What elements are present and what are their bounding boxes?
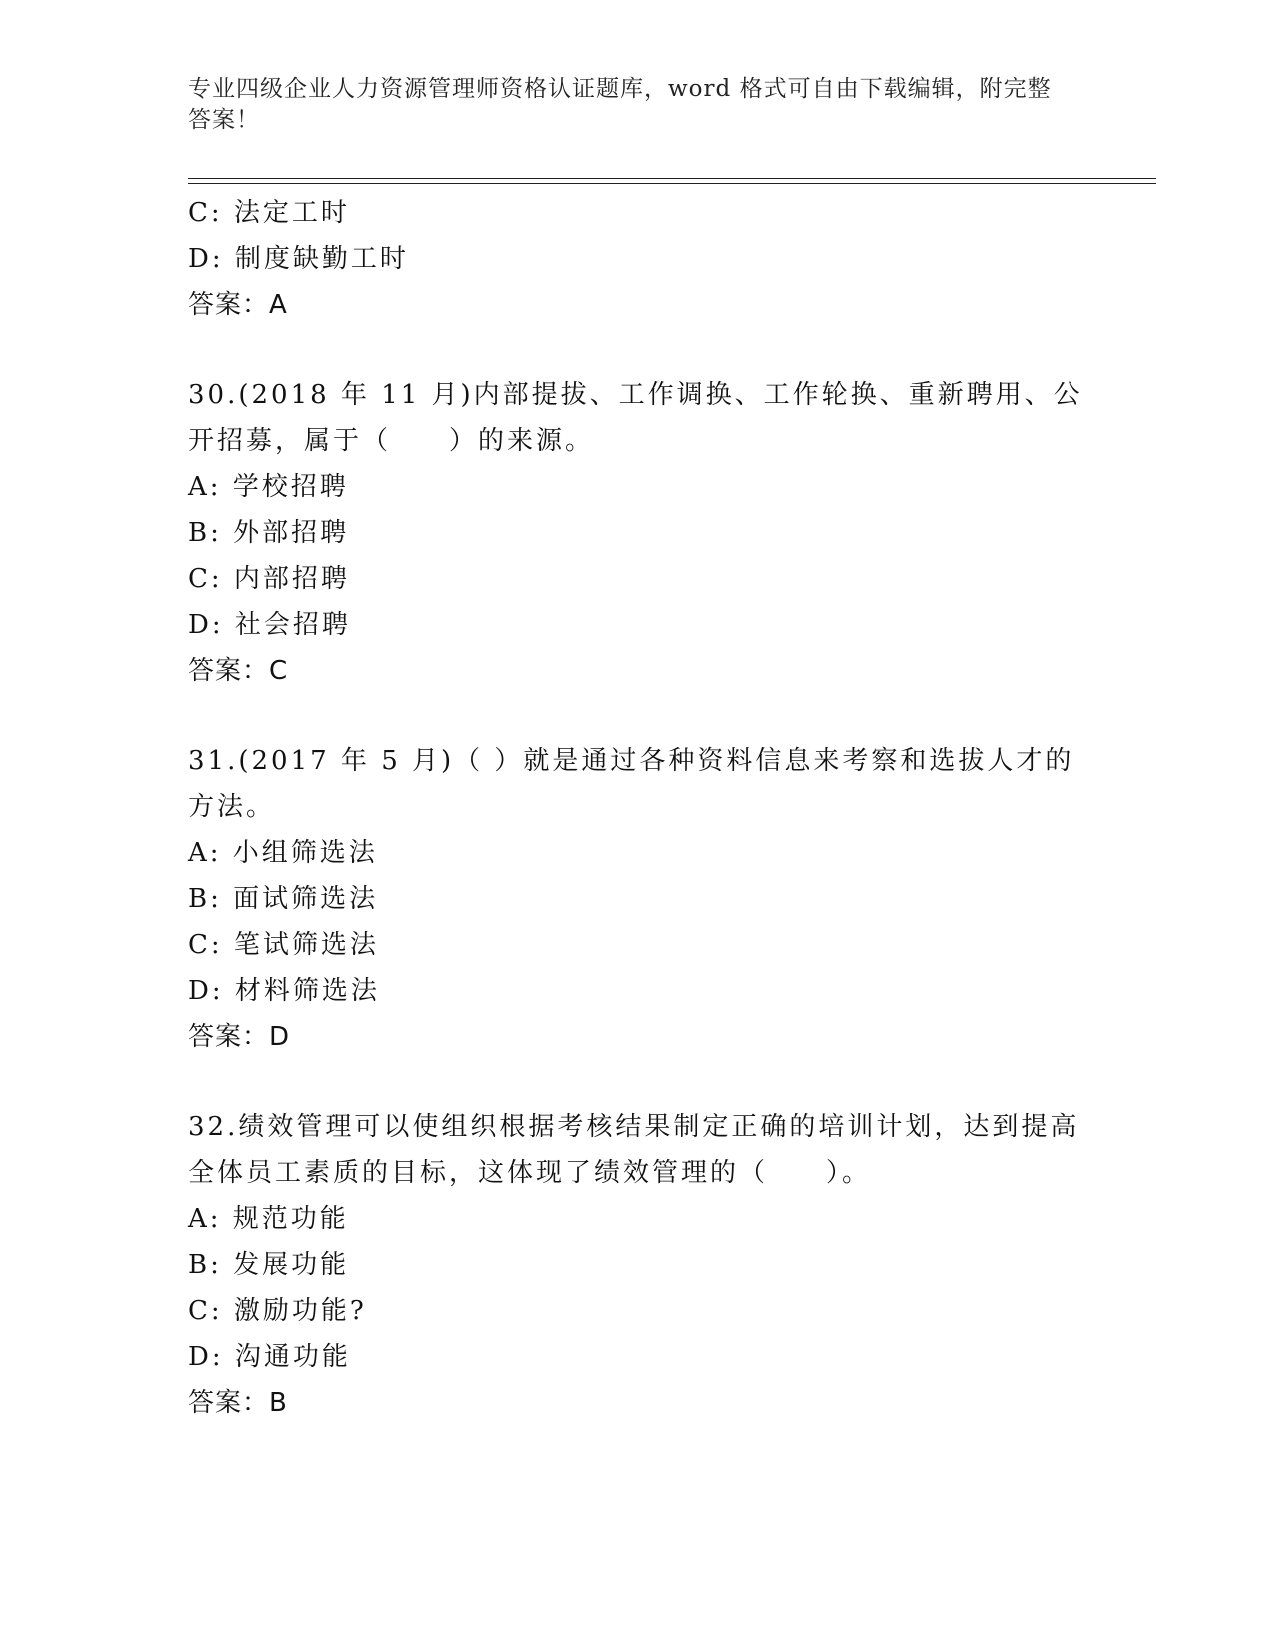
question-29-tail [188, 190, 1088, 328]
option-d: D: 材料筛选法 [188, 976, 380, 1006]
option-d: D: 制度缺勤工时 [188, 244, 409, 274]
option-a: A: 小组筛选法 [188, 838, 378, 868]
question-32 [188, 1104, 1088, 1426]
header-rule-bottom [188, 183, 1156, 184]
option-d: D: 社会招聘 [188, 610, 351, 640]
option-d: D: 沟通功能 [188, 1342, 351, 1372]
answer: 答案：C [188, 656, 289, 686]
header-rule-top [188, 178, 1156, 179]
option-c: C: 笔试筛选法 [188, 930, 379, 960]
question-30 [188, 372, 1088, 694]
option-b: B: 面试筛选法 [188, 884, 379, 914]
option-c: C: 激励功能? [188, 1296, 367, 1326]
question-31 [188, 738, 1088, 1060]
option-a: A: 学校招聘 [188, 472, 349, 502]
spacer [188, 694, 1088, 738]
option-c: C: 法定工时 [188, 198, 350, 228]
spacer [188, 1060, 1088, 1104]
answer: 答案：A [188, 290, 288, 320]
answer: 答案：B [188, 1388, 288, 1418]
spacer [188, 328, 1088, 372]
option-c: C: 内部招聘 [188, 564, 350, 594]
option-a: A: 规范功能 [188, 1204, 349, 1234]
question-stem: 32.绩效管理可以使组织根据考核结果制定正确的培训计划，达到提高全体员工素质的目标，这体现了绩效管理的（ ）。 [188, 1112, 1080, 1188]
option-b: B: 发展功能 [188, 1250, 350, 1280]
answer: 答案：D [188, 1022, 291, 1052]
question-content [188, 190, 1088, 1426]
question-stem: 30.(2018 年 11 月)内部提拔、工作调换、工作轮换、重新聘用、公开招募，属于（ ）的来源。 [188, 380, 1083, 456]
page-header: 专业四级企业人力资源管理师资格认证题库，word 格式可自由下载编辑，附完整答案！ [188, 76, 1052, 133]
question-stem: 31.(2017 年 5 月)（ ）就是通过各种资料信息来考察和选拔人才的方法。 [188, 746, 1075, 822]
option-b: B: 外部招聘 [188, 518, 350, 548]
